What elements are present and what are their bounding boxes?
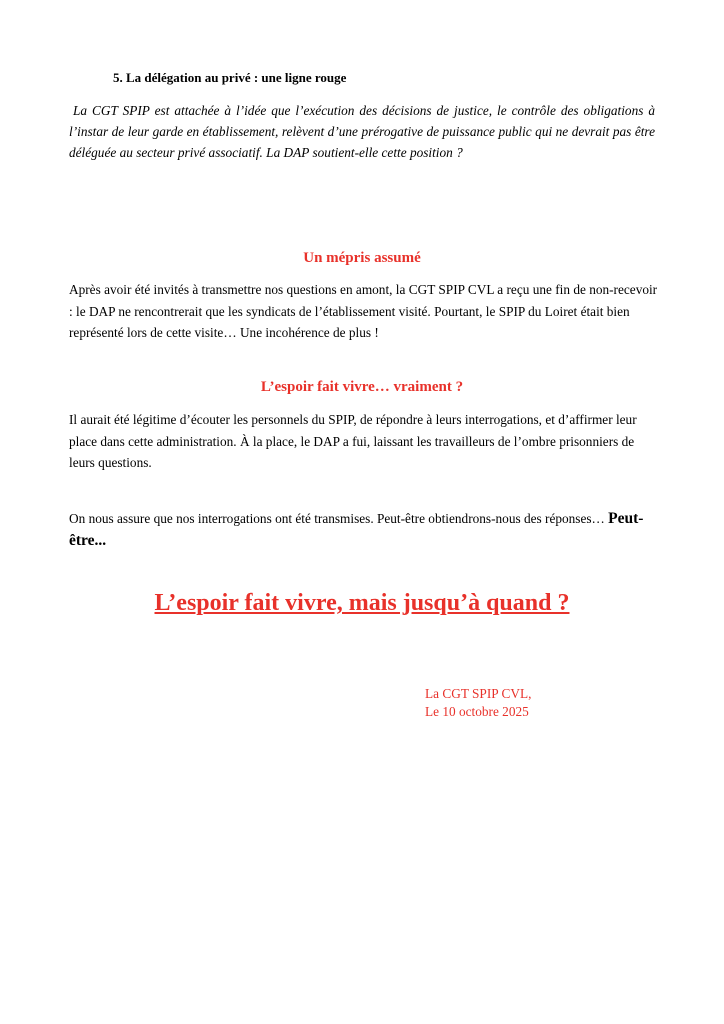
signature-organisation: La CGT SPIP CVL, (425, 686, 532, 701)
heading-mepris: Un mépris assumé (303, 250, 421, 266)
closing-text: On nous assure que nos interrogations ont été transmises. Peut-être obtiendrons-nous des réponses… (69, 511, 609, 526)
signature (425, 685, 531, 721)
section-title: 5. La délégation au privé : une ligne rouge (113, 70, 347, 85)
signature-date: Le 10 octobre 2025 (425, 704, 529, 719)
espoir-paragraph: Il aurait été légitime d’écouter les personnels du SPIP, de répondre à leurs interrogations, et d’affirmer leur place dans cette administration. À la place, le DAP a fui, laissant les travailleurs de l’ombre prisonniers de leurs questions. (69, 412, 637, 470)
mepris-paragraph: Après avoir été invités à transmettre nos questions en amont, la CGT SPIP CVL a reçu une fin de non-recevoir : le DAP ne rencontrerait que les syndicats de l’établissement visité. Pourtant, le SPIP du Loiret était bien représenté lors de cette visite… Une incohérence de plus ! (69, 282, 658, 340)
closing-emphasis: Peut-être... (69, 510, 644, 549)
question-paragraph: La CGT SPIP est attachée à l’idée que l’exécution des décisions de justice, le contrôle des obligations à l’instar de leur garde en établissement, relèvent d’une prérogative de puissance public qui ne devrait pas être déléguée au secteur privé associatif. La DAP soutient-elle cette position ? (69, 103, 655, 160)
closing-paragraph (69, 508, 659, 551)
heading-espoir: L’espoir fait vivre… vraiment ? (260, 379, 464, 395)
slogan: L’espoir fait vivre, mais jusqu’à quand ? (154, 590, 570, 616)
